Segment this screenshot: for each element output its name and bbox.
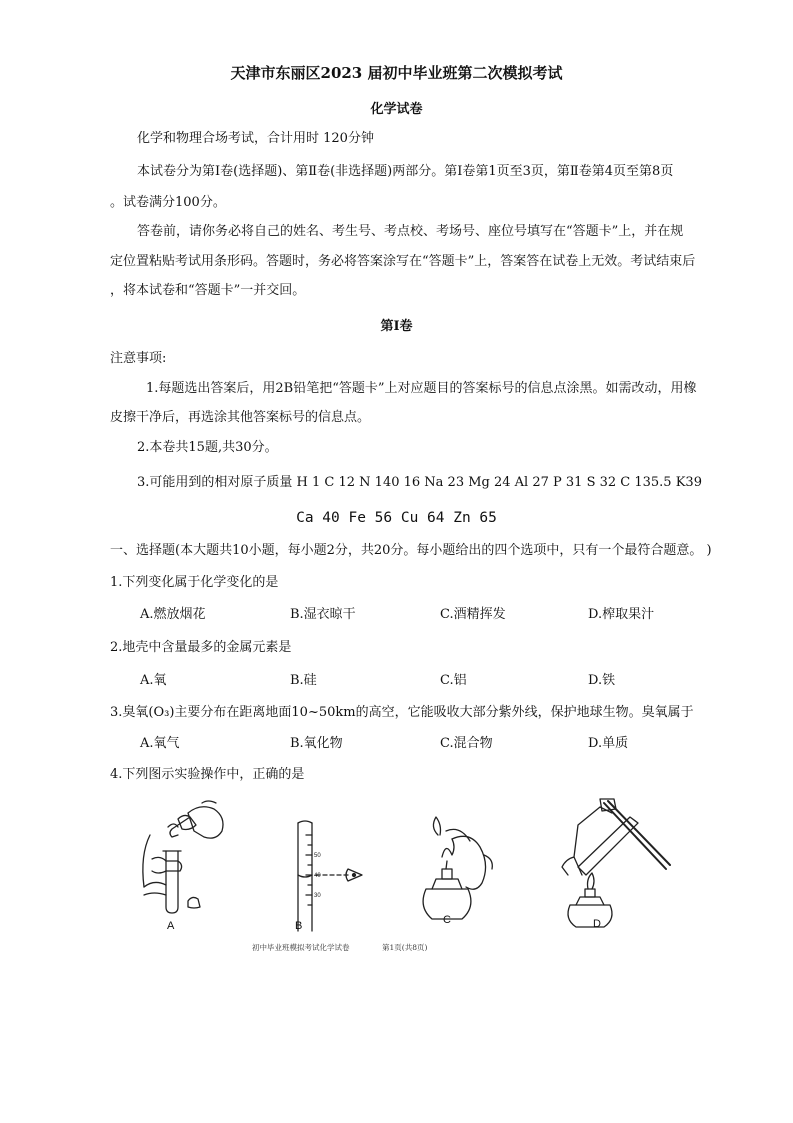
question-3-stem: 3.臭氧(O₃)主要分布在距离地面10~50km的高空，它能吸收大部分紫外线，保护地球生物。臭氧属于 [110, 705, 694, 720]
part1-instruction: 一、选择题(本大题共10小题，每小题2分，共20分。每小题给出的四个选项中，只有一个最符合题意。 ) [110, 543, 712, 558]
figure-label-d: D [593, 918, 601, 930]
scale-tick-30: 30 [314, 893, 321, 899]
intro-line-3: 。试卷满分100分。 [110, 195, 226, 210]
figure-label-c: C [443, 914, 451, 926]
question-2-option-c: C.铝 [440, 673, 467, 688]
notice-item-3a: 3.可能用到的相对原子质量 H 1 C 12 N 140 16 Na 23 Mg 24 Al 27 P 31 S 32 C 135.5 K39 [137, 475, 702, 490]
intro-line-5: 定位置粘贴考试用条形码。答题时，务必将答案涂写在“答题卡”上，答案答在试卷上无效。考试结束后 [110, 254, 696, 269]
notice-item-2: 2.本卷共15题,共30分。 [137, 440, 278, 455]
question-3-option-b: B.氧化物 [290, 736, 343, 751]
intro-line-1: 化学和物理合场考试，合计用时 120分钟 [137, 131, 374, 146]
question-1-stem: 1.下列变化属于化学变化的是 [110, 575, 279, 590]
question-2-option-b: B.硅 [290, 673, 317, 688]
figure-b-reading-cylinder [298, 821, 362, 931]
scale-tick-40: 40 [314, 873, 321, 879]
question-4-stem: 4.下列图示实验操作中，正确的是 [110, 767, 305, 782]
notice-item-1b: 皮擦干净后，再选涂其他答案标号的信息点。 [110, 410, 371, 425]
figure-label-b: B [295, 920, 303, 932]
notice-item-3b: Ca 40 Fe 56 Cu 64 Zn 65 [296, 510, 497, 526]
question-1-option-c: C.酒精挥发 [440, 607, 506, 622]
exam-title: 天津市东丽区2023 届初中毕业班第二次模拟考试 [230, 64, 563, 82]
figure-d-heating-tube [562, 799, 670, 927]
figure-c-lighting-lamp [423, 817, 492, 919]
question-1-option-d: D.榨取果汁 [588, 607, 655, 622]
question-2-option-a: A.氧 [140, 673, 167, 688]
question-2-stem: 2.地壳中含量最多的金属元素是 [110, 640, 292, 655]
exam-subtitle: 化学试卷 [370, 102, 423, 117]
question-3-option-d: D.单质 [588, 736, 629, 751]
intro-line-4: 答卷前，请你务必将自己的姓名、考生号、考点校、考场号、座位号填写在“答题卡”上，并在规 [137, 224, 684, 239]
intro-line-2: 本试卷分为第Ⅰ卷(选择题)、第Ⅱ卷(非选择题)两部分。第Ⅰ卷第1页至3页，第Ⅱ卷第4页至第8页 [137, 164, 674, 179]
figure-a-pouring-liquid [143, 801, 223, 913]
intro-line-6: ，将本试卷和“答题卡”一并交回。 [110, 283, 306, 298]
scale-tick-50: 50 [314, 853, 321, 859]
notice-item-1a: 1.每题选出答案后，用2B铅笔把“答题卡”上对应题目的答案标号的信息点涂黑。如需改动，用橡 [146, 381, 697, 396]
lab-operations-figure [130, 795, 675, 935]
question-2-option-d: D.铁 [588, 673, 616, 688]
section-heading: 第Ⅰ卷 [380, 319, 413, 334]
question-3-option-a: A.氧气 [140, 736, 180, 751]
question-1-option-a: A.燃放烟花 [140, 607, 206, 622]
question-1-option-b: B.湿衣晾干 [290, 607, 356, 622]
notice-label: 注意事项: [110, 351, 167, 366]
footer-page-number: 第1页(共8页) [382, 943, 428, 952]
question-3-option-c: C.混合物 [440, 736, 493, 751]
figure-label-a: A [167, 920, 175, 932]
footer-exam-name: 初中毕业班模拟考试化学试卷 [252, 943, 350, 952]
